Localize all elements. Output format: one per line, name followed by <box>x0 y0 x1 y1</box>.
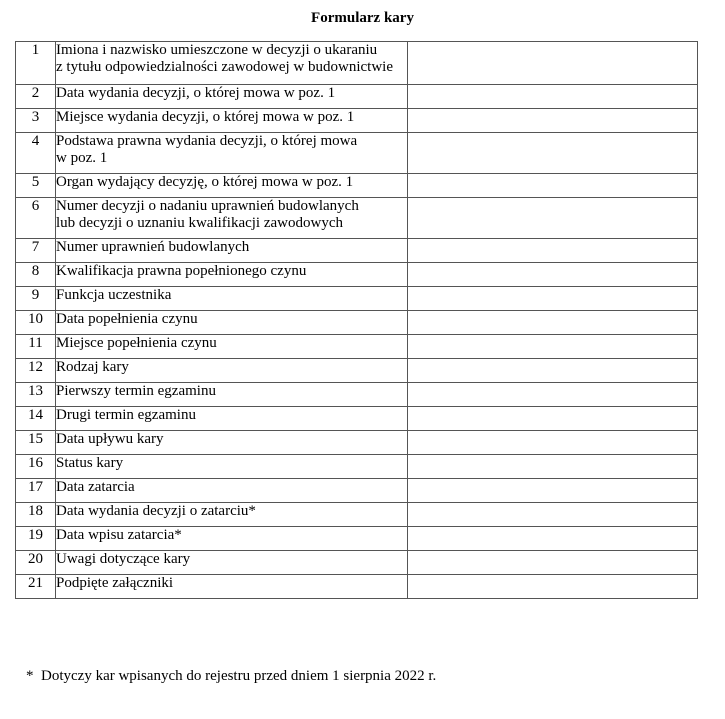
footnote: * Dotyczy kar wpisanych do rejestru przed dniem 1 sierpnia 2022 r. <box>26 668 437 684</box>
row-number: 16 <box>16 455 56 479</box>
row-value-cell[interactable] <box>408 527 698 551</box>
row-number: 3 <box>16 109 56 133</box>
row-label <box>56 407 408 431</box>
table-row <box>16 551 698 575</box>
row-label-text: Miejsce popełnienia czynu <box>56 335 217 351</box>
row-label-text: Kwalifikacja prawna popełnionego czynu <box>56 263 307 279</box>
row-label-text: Status kary <box>56 455 124 471</box>
row-label <box>56 85 408 109</box>
row-value-cell[interactable] <box>408 575 698 599</box>
row-label <box>56 133 408 174</box>
row-label <box>56 575 408 599</box>
row-label-text: Numer decyzji o nadaniu uprawnień budowlanych lub decyzji o uznaniu kwalifikacji zawodowych <box>56 198 359 231</box>
row-value-cell[interactable] <box>408 407 698 431</box>
row-label <box>56 455 408 479</box>
row-label-text: Uwagi dotyczące kary <box>56 551 191 567</box>
row-label-text: Funkcja uczestnika <box>56 287 172 303</box>
row-label-text: Organ wydający decyzję, o której mowa w poz. 1 <box>56 174 354 190</box>
table-row <box>16 287 698 311</box>
row-number: 9 <box>16 287 56 311</box>
row-label <box>56 287 408 311</box>
row-label <box>56 527 408 551</box>
row-label <box>56 42 408 85</box>
table-row <box>16 575 698 599</box>
row-value-cell[interactable] <box>408 359 698 383</box>
row-number: 19 <box>16 527 56 551</box>
row-value-cell[interactable] <box>408 263 698 287</box>
row-label-text: Data popełnienia czynu <box>56 311 198 327</box>
row-value-cell[interactable] <box>408 109 698 133</box>
row-number: 11 <box>16 335 56 359</box>
row-number: 21 <box>16 575 56 599</box>
table-row <box>16 311 698 335</box>
table-row <box>16 85 698 109</box>
form-table <box>15 41 698 599</box>
table-row <box>16 527 698 551</box>
row-number: 4 <box>16 133 56 174</box>
row-label-text: Data wpisu zatarcia* <box>56 527 182 543</box>
row-label <box>56 359 408 383</box>
row-number: 18 <box>16 503 56 527</box>
row-value-cell[interactable] <box>408 287 698 311</box>
table-row <box>16 335 698 359</box>
row-label <box>56 198 408 239</box>
row-value-cell[interactable] <box>408 503 698 527</box>
table-row <box>16 133 698 174</box>
row-label-text: Numer uprawnień budowlanych <box>56 239 250 255</box>
table-row <box>16 263 698 287</box>
row-value-cell[interactable] <box>408 85 698 109</box>
row-value-cell[interactable] <box>408 383 698 407</box>
table-row <box>16 503 698 527</box>
row-label-text: Data wydania decyzji, o której mowa w poz. 1 <box>56 85 336 101</box>
row-number: 7 <box>16 239 56 263</box>
row-value-cell[interactable] <box>408 239 698 263</box>
row-label <box>56 239 408 263</box>
row-number: 20 <box>16 551 56 575</box>
row-label <box>56 174 408 198</box>
row-number: 17 <box>16 479 56 503</box>
row-number: 12 <box>16 359 56 383</box>
row-value-cell[interactable] <box>408 174 698 198</box>
table-row <box>16 479 698 503</box>
row-value-cell[interactable] <box>408 335 698 359</box>
row-label-text: Imiona i nazwisko umieszczone w decyzji o ukaraniu z tytułu odpowiedzialności zawodowej w budownictwie <box>56 42 394 75</box>
table-row <box>16 431 698 455</box>
row-label <box>56 503 408 527</box>
row-number: 14 <box>16 407 56 431</box>
row-label <box>56 109 408 133</box>
table-row <box>16 383 698 407</box>
row-label-text: Pierwszy termin egzaminu <box>56 383 216 399</box>
row-label <box>56 383 408 407</box>
row-label <box>56 311 408 335</box>
row-number: 13 <box>16 383 56 407</box>
row-label-text: Data zatarcia <box>56 479 135 495</box>
row-label-text: Miejsce wydania decyzji, o której mowa w poz. 1 <box>56 109 355 125</box>
row-value-cell[interactable] <box>408 198 698 239</box>
row-label-text: Podstawa prawna wydania decyzji, o której mowa w poz. 1 <box>56 133 358 166</box>
row-label-text: Drugi termin egzaminu <box>56 407 196 423</box>
row-label-text: Data upływu kary <box>56 431 164 447</box>
row-value-cell[interactable] <box>408 133 698 174</box>
row-number: 5 <box>16 174 56 198</box>
row-value-cell[interactable] <box>408 311 698 335</box>
row-label <box>56 335 408 359</box>
table-row <box>16 239 698 263</box>
row-label-text: Podpięte załączniki <box>56 575 174 591</box>
row-label <box>56 263 408 287</box>
row-label <box>56 479 408 503</box>
row-value-cell[interactable] <box>408 551 698 575</box>
row-value-cell[interactable] <box>408 479 698 503</box>
row-value-cell[interactable] <box>408 42 698 85</box>
row-label-text: Rodzaj kary <box>56 359 129 375</box>
row-label <box>56 551 408 575</box>
table-row <box>16 455 698 479</box>
page-title: Formularz kary <box>311 10 414 26</box>
row-number: 10 <box>16 311 56 335</box>
row-label-text: Data wydania decyzji o zatarciu* <box>56 503 256 519</box>
row-number: 6 <box>16 198 56 239</box>
row-value-cell[interactable] <box>408 431 698 455</box>
table-row <box>16 42 698 85</box>
table-row <box>16 174 698 198</box>
row-number: 8 <box>16 263 56 287</box>
table-row <box>16 109 698 133</box>
row-number: 15 <box>16 431 56 455</box>
row-value-cell[interactable] <box>408 455 698 479</box>
table-row <box>16 359 698 383</box>
table-row <box>16 198 698 239</box>
table-row <box>16 407 698 431</box>
row-number: 1 <box>16 42 56 85</box>
row-number: 2 <box>16 85 56 109</box>
row-label <box>56 431 408 455</box>
